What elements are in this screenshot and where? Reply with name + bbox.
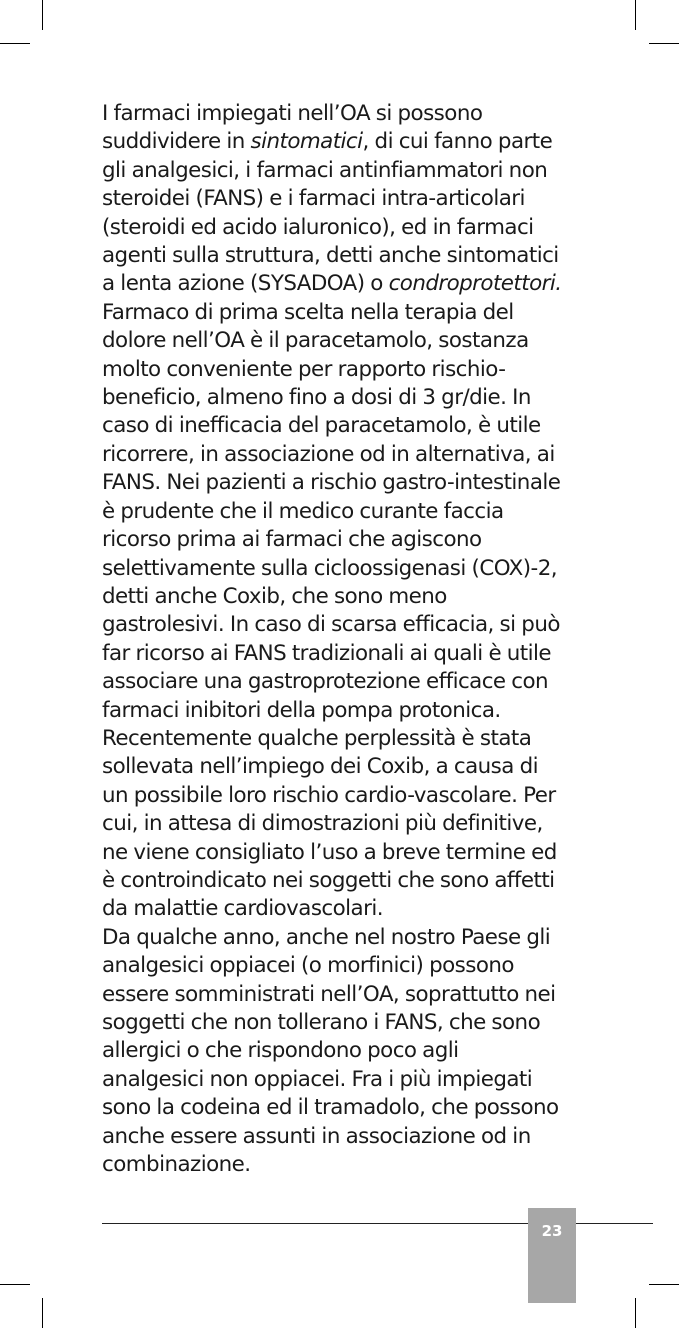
text-run: (steroidi ed acido ialuronico), ed in farmaci bbox=[102, 214, 534, 240]
text-run: anche essere assunti in associazione od in bbox=[102, 1123, 531, 1149]
text-run: gastrolesivi. In caso di scarsa efficacia, si può bbox=[102, 612, 560, 638]
text-line bbox=[102, 100, 572, 128]
text-run: ne viene consigliato l’uso a breve termine ed bbox=[102, 839, 557, 865]
text-line bbox=[102, 668, 572, 696]
text-line bbox=[102, 895, 572, 923]
text-line bbox=[102, 697, 572, 725]
text-line bbox=[102, 753, 572, 781]
text-line bbox=[102, 412, 572, 440]
text-run: associare una gastroprotezione efficace con bbox=[102, 669, 549, 695]
text-run: suddividere in bbox=[102, 129, 251, 155]
text-line bbox=[102, 1037, 572, 1065]
text-line bbox=[102, 441, 572, 469]
text-run: I farmaci impiegati nell’OA si possono bbox=[102, 101, 483, 126]
crop-mark-top-right-vertical bbox=[635, 0, 636, 30]
text-run: allergici o che rispondono poco agli bbox=[102, 1038, 459, 1064]
text-line bbox=[102, 327, 572, 355]
text-line bbox=[102, 952, 572, 980]
text-run: , di cui fanno parte bbox=[362, 129, 553, 155]
text-line bbox=[102, 555, 572, 583]
text-run: combinazione. bbox=[102, 1152, 251, 1178]
text-run: soggetti che non tollerano i FANS, che sono bbox=[102, 1010, 541, 1035]
text-line bbox=[102, 810, 572, 838]
text-line bbox=[102, 725, 572, 753]
text-line bbox=[102, 128, 572, 156]
text-run: detti anche Coxib, che sono meno bbox=[102, 583, 447, 609]
crop-mark-bottom-left-horizontal bbox=[0, 1284, 30, 1285]
italic-text: sintomatici bbox=[250, 129, 363, 155]
body-text bbox=[102, 100, 572, 1179]
text-run: Farmaco di prima scelta nella terapia del bbox=[102, 299, 514, 325]
italic-text: condroprotettori. bbox=[388, 271, 562, 297]
text-run: essere somministrati nell’OA, soprattutto nei bbox=[102, 981, 556, 1007]
crop-mark-bottom-right-vertical bbox=[635, 1298, 636, 1328]
text-line bbox=[102, 867, 572, 895]
text-line bbox=[102, 583, 572, 611]
text-line bbox=[102, 1009, 572, 1037]
page-number-tab bbox=[528, 1208, 576, 1303]
text-run: caso di inefficacia del paracetamolo, è utile bbox=[102, 413, 541, 439]
text-run: a lenta azione (SYSADOA) o bbox=[102, 271, 389, 297]
text-line bbox=[102, 1123, 572, 1151]
text-line bbox=[102, 299, 572, 327]
text-line bbox=[102, 384, 572, 412]
text-run: ricorrere, in associazione od in alternativa, ai bbox=[102, 441, 555, 467]
text-line bbox=[102, 640, 572, 668]
crop-mark-top-right-horizontal bbox=[649, 43, 679, 44]
text-run: analgesici oppiacei (o morfinici) possono bbox=[102, 953, 514, 979]
text-line bbox=[102, 981, 572, 1009]
text-line bbox=[102, 157, 572, 185]
text-line bbox=[102, 782, 572, 810]
text-run: Recentemente qualche perplessità è stata bbox=[102, 725, 532, 751]
text-run: ricorso prima ai farmaci che agiscono bbox=[102, 527, 482, 553]
text-line bbox=[102, 1066, 572, 1094]
text-line bbox=[102, 924, 572, 952]
text-run: steroidei (FANS) e i farmaci intra-articolari bbox=[102, 186, 525, 212]
text-run: far ricorso ai FANS tradizionali ai quali è utile bbox=[102, 640, 552, 666]
text-line bbox=[102, 526, 572, 554]
text-run: gli analgesici, i farmaci antinfiammatori non bbox=[102, 157, 548, 183]
text-line bbox=[102, 839, 572, 867]
text-line bbox=[102, 1151, 572, 1179]
text-run: da malattie cardiovascolari. bbox=[102, 896, 384, 922]
text-run: beneficio, almeno fino a dosi di 3 gr/die. In bbox=[102, 385, 531, 411]
text-line bbox=[102, 469, 572, 497]
text-run: agenti sulla struttura, detti anche sintomatici bbox=[102, 243, 559, 269]
text-run: dolore nell’OA è il paracetamolo, sostanza bbox=[102, 328, 529, 354]
text-line bbox=[102, 270, 572, 298]
text-line bbox=[102, 185, 572, 213]
text-run: cui, in attesa di dimostrazioni più definitive, bbox=[102, 811, 543, 837]
text-line bbox=[102, 356, 572, 384]
page-number: 23 bbox=[541, 1222, 563, 1240]
text-run: sono la codeina ed il tramadolo, che possono bbox=[102, 1095, 559, 1121]
text-line bbox=[102, 1094, 572, 1122]
text-run: farmaci inibitori della pompa protonica. bbox=[102, 697, 501, 723]
crop-mark-bottom-left-vertical bbox=[42, 1298, 43, 1328]
crop-mark-bottom-right-horizontal bbox=[649, 1284, 679, 1285]
text-run: sollevata nell’impiego dei Coxib, a causa di bbox=[102, 754, 538, 780]
crop-mark-top-left-vertical bbox=[42, 0, 43, 30]
text-run: molto conveniente per rapporto rischio- bbox=[102, 356, 506, 382]
text-line bbox=[102, 242, 572, 270]
text-run: selettivamente sulla cicloossigenasi (COX)-2, bbox=[102, 555, 558, 581]
crop-mark-top-left-horizontal bbox=[0, 43, 30, 44]
text-run: analgesici non oppiacei. Fra i più impiegati bbox=[102, 1066, 533, 1092]
text-run: Da qualche anno, anche nel nostro Paese gli bbox=[102, 924, 551, 950]
text-run: un possibile loro rischio cardio-vascolare. Per bbox=[102, 782, 556, 808]
text-run: FANS. Nei pazienti a rischio gastro-intestinale bbox=[102, 470, 561, 496]
text-line bbox=[102, 214, 572, 242]
text-line bbox=[102, 498, 572, 526]
text-run: è controindicato nei soggetti che sono affetti bbox=[102, 867, 555, 893]
text-run: è prudente che il medico curante faccia bbox=[102, 498, 504, 524]
text-line bbox=[102, 611, 572, 639]
